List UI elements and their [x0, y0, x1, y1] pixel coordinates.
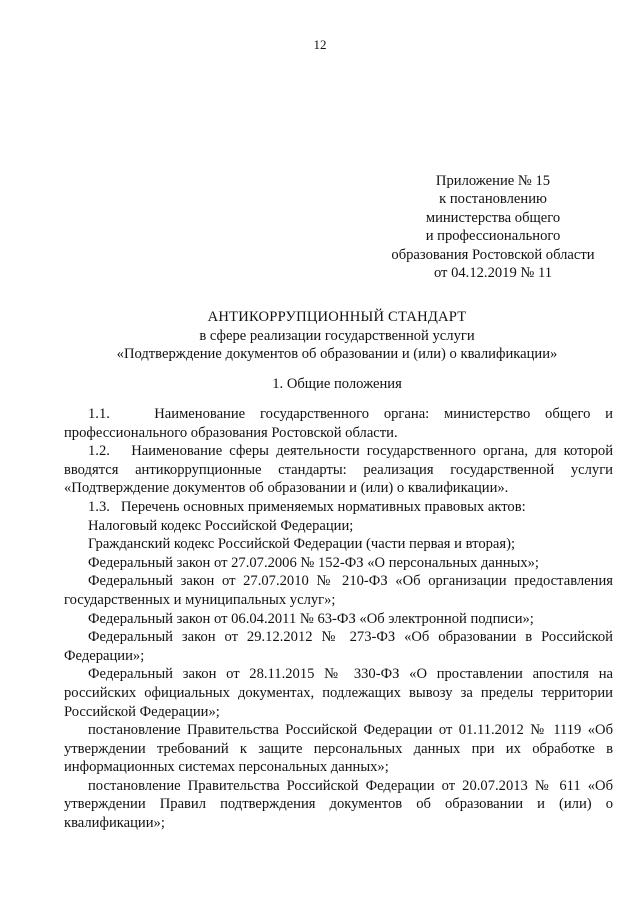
- appendix-line: министерства общего: [425, 209, 561, 226]
- appendix-line: от 04.12.2019 № 11: [433, 265, 553, 282]
- appendix-line: Приложение № 15: [435, 173, 551, 189]
- paragraph: Федеральный закон от 06.04.2011 № 63-ФЗ «Об электронной подписи»;: [88, 610, 534, 627]
- appendix-block: [388, 172, 598, 282]
- document-subtitle: «Подтверждение документов об образовании и (или) о квалификации»: [116, 346, 558, 363]
- paragraph: 1.2. Наименование сферы деятельности государственного органа, для которой вводятся антикоррупционные стандарты: реализация государственной услуги «Подтверждение документов об образовании и (или) о квалификации».: [64, 443, 613, 497]
- page-number: 12: [313, 37, 327, 52]
- paragraph: Федеральный закон от 27.07.2006 № 152-ФЗ «О персональных данных»;: [88, 554, 539, 571]
- document-body: [64, 405, 613, 833]
- document-heading: [64, 308, 610, 364]
- paragraph: Гражданский кодекс Российской Федерации (части первая и вторая);: [88, 536, 516, 553]
- paragraph: 1.1. Наименование государственного органа: министерство общего и профессионального образования Ростовской области.: [64, 406, 613, 441]
- appendix-line: к постановлению: [439, 191, 547, 208]
- paragraph: Налоговый кодекс Российской Федерации;: [88, 517, 354, 534]
- appendix-line: и профессионального: [425, 228, 561, 245]
- paragraph: Федеральный закон от 29.12.2012 № 273-ФЗ «Об образовании в Российской Федерации»;: [64, 629, 613, 664]
- paragraph: Федеральный закон от 28.11.2015 № 330-ФЗ «О проставлении апостиля на российских официальных документах, подлежащих вывозу за пределы территории Российской Федерации»;: [64, 666, 613, 720]
- paragraph: постановление Правительства Российской Федерации от 20.07.2013 № 611 «Об утверждении Правил подтверждения документов об образовании и (или) о квалификации»;: [64, 777, 613, 832]
- appendix-line: образования Ростовской области: [391, 246, 595, 263]
- document-title: АНТИКОРРУПЦИОННЫЙ СТАНДАРТ: [207, 309, 467, 325]
- paragraph: Федеральный закон от 27.07.2010 № 210-ФЗ «Об организации предоставления государственных и муниципальных услуг»;: [64, 573, 613, 608]
- document-subtitle: в сфере реализации государственной услуги: [199, 327, 475, 344]
- paragraph: постановление Правительства Российской Федерации от 01.11.2012 № 1119 «Об утверждении требований к защите персональных данных при их обработке в информационных системах персональных данных»;: [64, 722, 613, 776]
- paragraph: 1.3. Перечень основных применяемых нормативных правовых актов:: [88, 498, 526, 515]
- section-title: 1. Общие положения: [272, 376, 402, 392]
